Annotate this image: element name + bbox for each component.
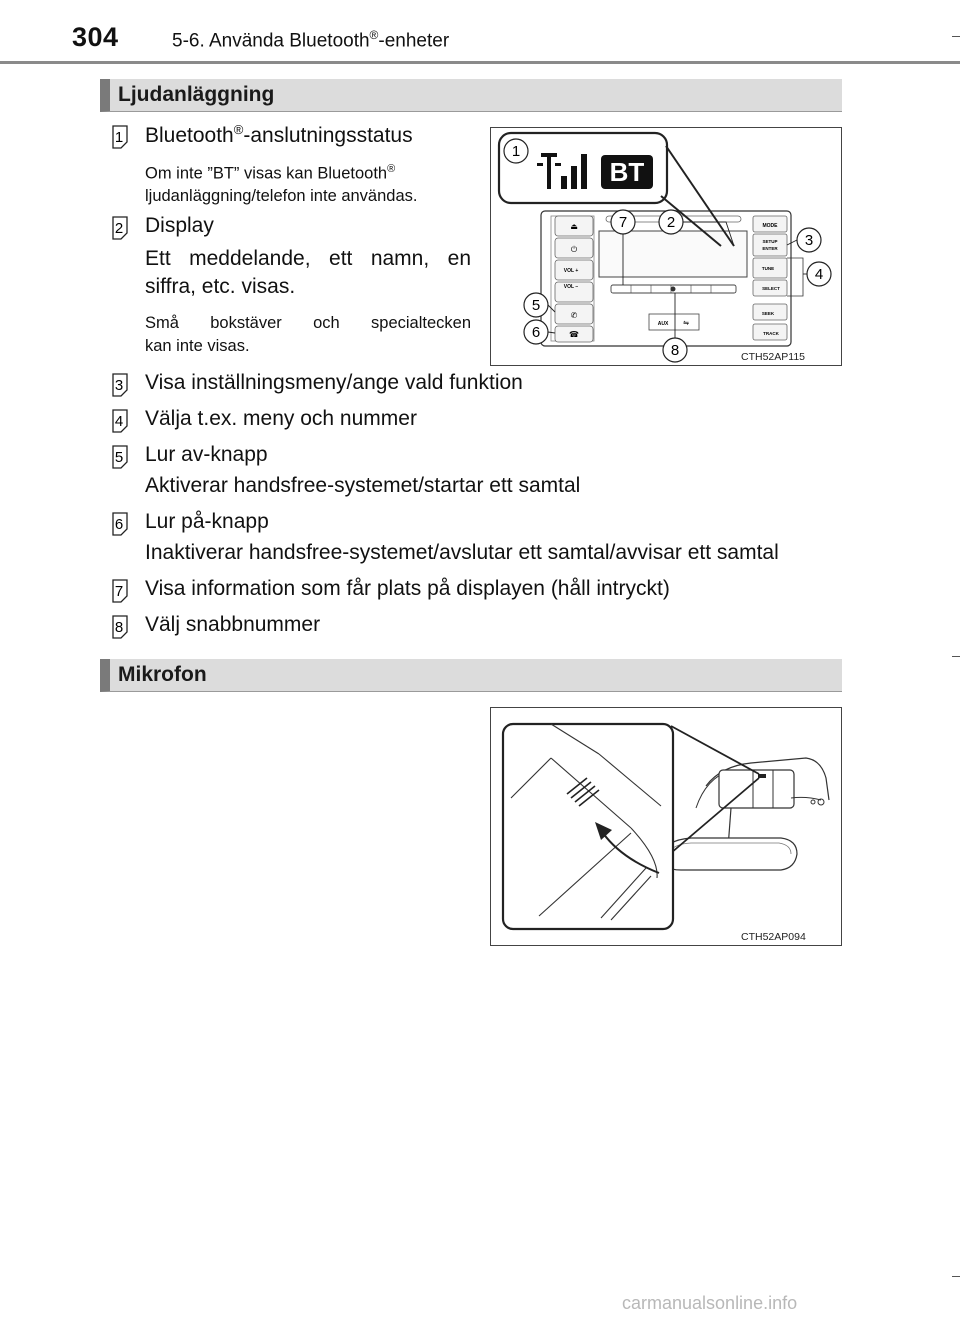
microphone-illustration [491,708,841,945]
item-7-title: Visa information som får plats på displayen (håll intryckt) [145,577,670,600]
item-number: 1 [114,129,124,146]
item-number: 7 [114,583,124,600]
watermark: carmanualsonline.info [622,1293,798,1313]
item-3-title: Visa inställningsmeny/ange vald funktion [145,371,523,394]
aux-label: AUX [657,321,669,327]
callout-1: 1 [511,143,521,160]
page-number: 304 [72,22,119,52]
margin-tick [952,656,960,657]
figure-code: CTH52AP115 [741,351,806,363]
item-number-icon-3 [110,373,130,397]
item-1-note-line-2: ljudanläggning/telefon inte användas. [145,186,418,205]
callout-6: 6 [531,324,541,341]
callout-8: 8 [670,342,680,359]
item-2-desc-line-2: siffra, etc. visas. [145,275,296,298]
header-rule [0,61,960,64]
section-title: Mikrofon [118,663,207,686]
item-1-title [145,122,413,148]
registered-mark: ® [387,163,396,175]
item-2-title: Display [145,214,214,237]
enter-label: ENTER [762,246,778,251]
item-2-note-line-1: Små bokstäver och specialtecken [145,314,471,332]
section-title: Ljudanläggning [118,83,275,106]
chapter-title-suffix: -enheter [378,30,450,52]
section-heading-mic [100,659,842,692]
seek-label: SEEK [761,311,775,316]
item-number-icon-1 [110,125,130,149]
item-6-desc: Inaktiverar handsfree-systemet/avslutar ett samtal/avvisar ett samtal [145,541,779,564]
audio-unit-figure [490,127,842,366]
registered-mark: ® [369,28,379,42]
item-number-icon-5 [110,445,130,469]
bt-label: BT [609,157,645,187]
item-1-note-line-1-text: Om inte ”BT” visas kan Bluetooth [145,164,388,183]
callout-5: 5 [531,297,541,314]
item-8-title: Välj snabbnummer [145,613,321,636]
svg-text:⏻: ⏻ [570,245,578,254]
item-number: 5 [114,449,124,466]
section-heading-audio [100,79,842,112]
item-1-note-line-1 [145,158,475,185]
item-number-icon-7 [110,579,130,603]
item-number-icon-8 [110,615,130,639]
vol-down-label: VOL − [563,284,579,290]
item-number-icon-4 [110,409,130,433]
usb-icon: ⇋ [683,320,689,327]
svg-text:⏏: ⏏ [570,222,578,231]
item-5-title: Lur av-knapp [145,443,268,466]
item-2-desc-line-1: Ett meddelande, ett namn, en [145,247,471,270]
track-label: TRACK [763,331,779,336]
figure-code: CTH52AP094 [741,931,806,943]
callout-2: 2 [666,214,676,231]
setup-label: SETUP [762,239,778,244]
margin-tick [952,36,960,37]
item-1-title-suffix: -anslutningsstatus [243,124,413,147]
item-2-note [145,312,471,358]
item-number: 6 [114,516,124,533]
phone-off-glyph: ✆ [570,311,578,320]
select-label: SELECT [762,286,780,291]
microphone-figure [490,707,842,946]
item-4-title: Välja t.ex. meny och nummer [145,407,417,430]
item-5-desc: Aktiverar handsfree-systemet/startar ett samtal [145,474,581,497]
audio-unit-illustration [491,128,841,365]
item-2-note-line-2: kan inte visas. [145,337,250,355]
item-6-title: Lur på-knapp [145,510,269,533]
callout-4: 4 [814,266,824,283]
chapter-title [172,28,449,52]
tune-label: TUNE [761,266,775,271]
chapter-title-text: 5-6. Använda Bluetooth [172,30,370,52]
mode-label: MODE [762,223,778,229]
item-number-icon-6 [110,512,130,536]
callout-3: 3 [804,232,814,249]
phone-on-glyph: ☎ [569,330,579,339]
item-number: 3 [114,377,124,394]
item-number: 2 [114,220,124,237]
registered-mark: ® [233,122,244,137]
callout-7: 7 [618,214,628,231]
item-number: 4 [114,413,124,430]
item-1-title-text: Bluetooth [145,124,234,147]
margin-tick [952,1276,960,1277]
item-1-note [145,158,475,207]
item-number-icon-2 [110,216,130,240]
vol-up-label: VOL + [563,268,579,274]
item-number: 8 [114,619,124,636]
